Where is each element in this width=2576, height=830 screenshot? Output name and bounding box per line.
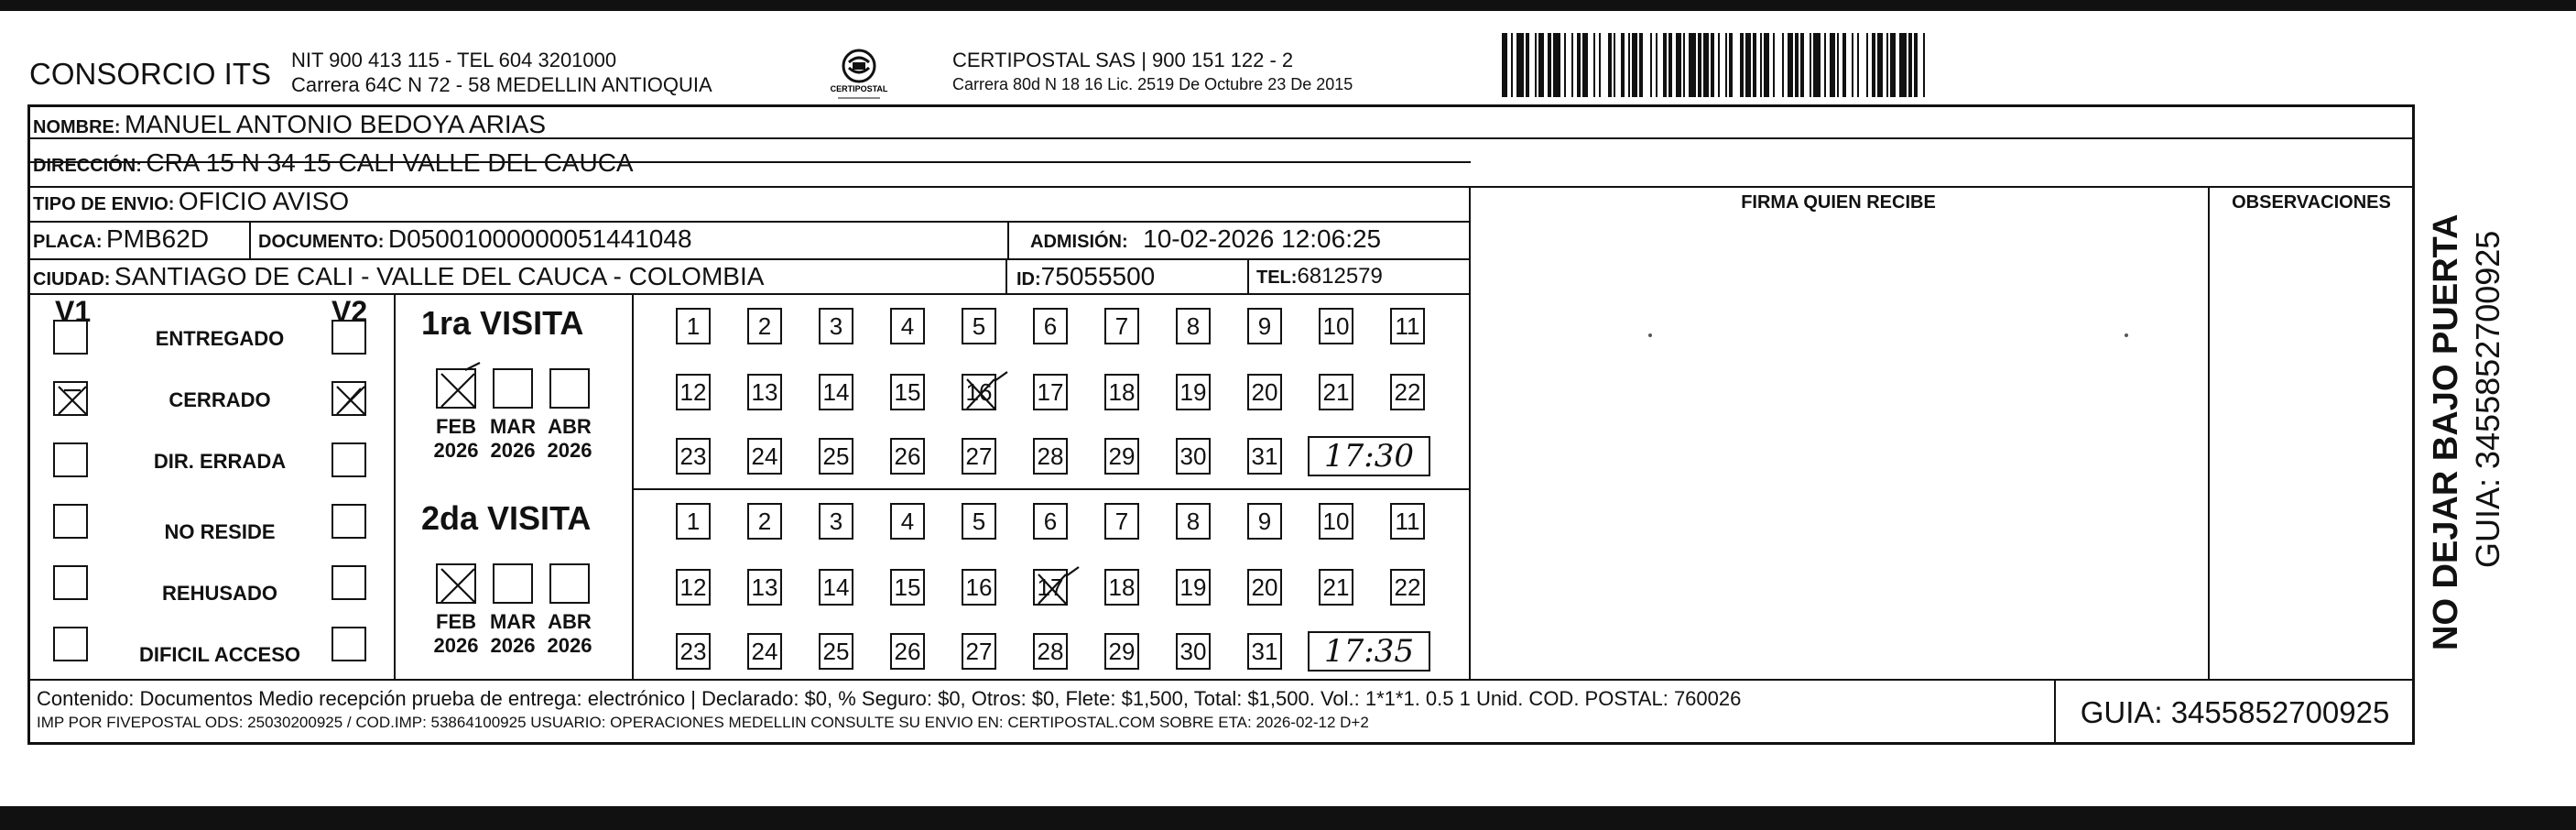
- day-box[interactable]: 26: [890, 633, 925, 670]
- documento-value: D05001000000051441048: [387, 224, 692, 253]
- firma-area[interactable]: [1472, 223, 2206, 677]
- footer-impresion: IMP POR FIVEPOSTAL ODS: 25030200925 / COD.IMP: 53864100925 USUARIO: OPERACIONES MEDELLIN CONSULTE SU ENVIO EN: CERTIPOSTAL.COM SOBRE ETA: 2026-02-12 D+2: [37, 714, 1369, 731]
- month-year: 2026: [490, 634, 536, 657]
- day-box[interactable]: 18: [1104, 374, 1139, 410]
- day-box[interactable]: 6: [1033, 308, 1068, 344]
- certipostal-info: [952, 48, 1353, 97]
- tipo-label: TIPO DE ENVIO:: [33, 194, 175, 214]
- status-label: DIR. ERRADA: [153, 450, 287, 473]
- address-line: Carrera 64C N 72 - 58 MEDELLIN ANTIOQUIA: [291, 73, 712, 96]
- placa-value: PMB62D: [106, 224, 210, 253]
- day-box[interactable]: 12: [676, 569, 711, 606]
- documento-row: [258, 224, 692, 254]
- admision-row: [1030, 224, 1381, 254]
- month-year: 2026: [433, 439, 479, 462]
- v1-checkbox[interactable]: [53, 565, 88, 600]
- day-box[interactable]: 19: [1176, 374, 1211, 410]
- day-box[interactable]: 16: [962, 569, 996, 606]
- month-checkbox-mar[interactable]: [493, 563, 533, 604]
- top-edge-bar: [0, 0, 2576, 11]
- v1-header: V1: [55, 295, 92, 328]
- day-box[interactable]: 27: [962, 438, 996, 475]
- company-name: CONSORCIO ITS: [29, 57, 272, 91]
- day-box[interactable]: 8: [1176, 308, 1211, 344]
- day-box[interactable]: 11: [1390, 503, 1425, 540]
- logo-text: CERTIPOSTAL: [830, 84, 888, 93]
- placa-label: PLACA:: [33, 232, 103, 252]
- day-box[interactable]: 18: [1104, 569, 1139, 606]
- certi-line-2: Carrera 80d N 18 16 Lic. 2519 De Octubre 23 De 2015: [952, 75, 1353, 93]
- month-year: 2026: [490, 439, 536, 462]
- v2-checkbox[interactable]: [332, 381, 366, 416]
- day-box[interactable]: 28: [1033, 633, 1068, 670]
- day-box[interactable]: 21: [1319, 374, 1353, 410]
- bottom-edge-bar: [0, 806, 2576, 830]
- observaciones-header: OBSERVACIONES: [2232, 192, 2391, 213]
- barcode-icon: [1502, 33, 2216, 97]
- status-label: DIFICIL ACCESO: [138, 643, 300, 666]
- month-checkbox-abr[interactable]: [549, 368, 590, 409]
- nit-line: NIT 900 413 115 - TEL 604 3201000: [291, 49, 617, 71]
- day-box[interactable]: 17: [1033, 569, 1068, 606]
- day-box[interactable]: 13: [747, 374, 782, 410]
- side-guia: GUIA: 3455852700925: [2469, 230, 2506, 568]
- month-label: [429, 415, 484, 463]
- v1-checkbox[interactable]: [53, 442, 88, 477]
- day-box[interactable]: 31: [1247, 633, 1282, 670]
- day-box[interactable]: 1: [676, 308, 711, 344]
- v2-checkbox[interactable]: [332, 627, 366, 661]
- day-box[interactable]: 2: [747, 308, 782, 344]
- tel-label: TEL:: [1256, 268, 1298, 288]
- day-box[interactable]: 28: [1033, 438, 1068, 475]
- documento-label: DOCUMENTO:: [258, 232, 385, 252]
- tipo-row: [33, 187, 349, 216]
- id-value: 75055500: [1040, 262, 1156, 290]
- day-box[interactable]: 15: [890, 569, 925, 606]
- day-box[interactable]: 7: [1104, 308, 1139, 344]
- month-year: 2026: [547, 634, 592, 657]
- month-year: 2026: [547, 439, 592, 462]
- guia-number: GUIA: 3455852700925: [2080, 695, 2390, 729]
- side-notice: [2418, 128, 2555, 660]
- day-box[interactable]: 3: [819, 503, 853, 540]
- day-box[interactable]: 12: [676, 374, 711, 410]
- firma-header: FIRMA QUIEN RECIBE: [1741, 192, 1936, 213]
- certi-line-1: CERTIPOSTAL SAS | 900 151 122 - 2: [952, 49, 1294, 71]
- v2-checkbox[interactable]: [332, 565, 366, 600]
- day-box[interactable]: 20: [1247, 569, 1282, 606]
- ciudad-label: CIUDAD:: [33, 269, 111, 289]
- month-name: MAR: [489, 610, 537, 633]
- id-label: ID:: [1016, 269, 1041, 289]
- day-box[interactable]: 15: [890, 374, 925, 410]
- v1-checkbox[interactable]: [53, 320, 88, 355]
- day-box[interactable]: 8: [1176, 503, 1211, 540]
- day-box[interactable]: 23: [676, 438, 711, 475]
- month-checkbox-feb[interactable]: [436, 563, 476, 604]
- day-box[interactable]: 26: [890, 438, 925, 475]
- tel-value: 6812579: [1297, 264, 1383, 289]
- direccion-label: DIRECCIÓN:: [33, 156, 142, 176]
- month-name: FEB: [436, 610, 476, 633]
- admision-value: 10-02-2026 12:06:25: [1143, 224, 1382, 253]
- day-box[interactable]: 13: [747, 569, 782, 606]
- status-label: CERRADO: [168, 388, 271, 411]
- footer-contenido: Contenido: Documentos Medio recepción prueba de entrega: electrónico | Declarado: $0, % Seguro: $0, Otros: $0, Flete: $1,500, Total: $1,500. Vol.: 1*1*1. 0.5 1 Unid. COD. POSTAL: 760026: [37, 687, 1742, 710]
- direccion-value: CRA 15 N 34 15 CALI VALLE DEL CAUCA: [146, 148, 634, 177]
- day-box[interactable]: 24: [747, 633, 782, 670]
- day-box[interactable]: 31: [1247, 438, 1282, 475]
- visit-time: 17:30: [1308, 436, 1430, 476]
- day-box[interactable]: 21: [1319, 569, 1353, 606]
- direccion-row: [33, 148, 634, 178]
- day-box[interactable]: 5: [962, 308, 996, 344]
- day-box[interactable]: 3: [819, 308, 853, 344]
- placa-row: [33, 224, 209, 254]
- tipo-value: OFICIO AVISO: [178, 187, 350, 215]
- ciudad-row: [33, 262, 764, 291]
- day-box[interactable]: 14: [819, 374, 853, 410]
- month-label: [429, 610, 484, 658]
- admision-label: ADMISIÓN:: [1030, 232, 1128, 252]
- visit-time: 17:35: [1308, 631, 1430, 672]
- day-box[interactable]: 5: [962, 503, 996, 540]
- company-info: [291, 48, 712, 97]
- v2-checkbox[interactable]: [332, 320, 366, 355]
- day-box[interactable]: 7: [1104, 503, 1139, 540]
- month-checkbox-feb[interactable]: [436, 368, 476, 409]
- v1-checkbox[interactable]: [53, 381, 88, 416]
- day-box[interactable]: 25: [819, 438, 853, 475]
- month-label: [542, 415, 597, 463]
- v1-checkbox[interactable]: [53, 627, 88, 661]
- observaciones-area[interactable]: [2211, 223, 2413, 677]
- day-box[interactable]: 19: [1176, 569, 1211, 606]
- month-checkbox-mar[interactable]: [493, 368, 533, 409]
- nombre-row: [33, 110, 546, 139]
- day-box[interactable]: 14: [819, 569, 853, 606]
- month-name: MAR: [489, 415, 537, 438]
- tel-row: [1256, 264, 1383, 289]
- status-label: REHUSADO: [162, 582, 277, 605]
- day-box[interactable]: 27: [962, 633, 996, 670]
- day-box[interactable]: 29: [1104, 438, 1139, 475]
- day-box[interactable]: 10: [1319, 308, 1353, 344]
- day-box[interactable]: 1: [676, 503, 711, 540]
- day-box[interactable]: 29: [1104, 633, 1139, 670]
- day-box[interactable]: 23: [676, 633, 711, 670]
- month-label: [485, 415, 540, 463]
- day-box[interactable]: 22: [1390, 569, 1425, 606]
- day-box[interactable]: 30: [1176, 633, 1211, 670]
- day-box[interactable]: 9: [1247, 308, 1282, 344]
- month-checkbox-abr[interactable]: [549, 563, 590, 604]
- nombre-label: NOMBRE:: [33, 117, 121, 137]
- visit-title: 2da VISITA: [421, 499, 592, 537]
- month-label: [542, 610, 597, 658]
- month-name: FEB: [436, 415, 476, 438]
- ciudad-value: SANTIAGO DE CALI - VALLE DEL CAUCA - COLOMBIA: [114, 262, 765, 290]
- v2-checkbox[interactable]: [332, 504, 366, 539]
- month-year: 2026: [433, 634, 479, 657]
- status-label: NO RESIDE: [164, 520, 276, 543]
- day-box[interactable]: 30: [1176, 438, 1211, 475]
- month-name: ABR: [548, 610, 592, 633]
- nombre-value: MANUEL ANTONIO BEDOYA ARIAS: [125, 110, 547, 138]
- v2-checkbox[interactable]: [332, 442, 366, 477]
- month-label: [485, 610, 540, 658]
- certipostal-logo-icon: [827, 46, 891, 104]
- day-box[interactable]: 2: [747, 503, 782, 540]
- side-warning: NO DEJAR BAJO PUERTA: [2427, 213, 2465, 650]
- day-box[interactable]: 4: [890, 503, 925, 540]
- day-box[interactable]: 11: [1390, 308, 1425, 344]
- day-box[interactable]: 22: [1390, 374, 1425, 410]
- day-box[interactable]: 24: [747, 438, 782, 475]
- status-label: ENTREGADO: [155, 327, 285, 350]
- v1-checkbox[interactable]: [53, 504, 88, 539]
- day-box[interactable]: 16: [962, 374, 996, 410]
- day-box[interactable]: 9: [1247, 503, 1282, 540]
- day-box[interactable]: 25: [819, 633, 853, 670]
- day-box[interactable]: 6: [1033, 503, 1068, 540]
- day-box[interactable]: 20: [1247, 374, 1282, 410]
- day-box[interactable]: 17: [1033, 374, 1068, 410]
- id-row: [1016, 262, 1155, 291]
- month-name: ABR: [548, 415, 592, 438]
- day-box[interactable]: 4: [890, 308, 925, 344]
- v2-header: V2: [332, 295, 368, 328]
- visit-title: 1ra VISITA: [421, 304, 584, 342]
- day-box[interactable]: 10: [1319, 503, 1353, 540]
